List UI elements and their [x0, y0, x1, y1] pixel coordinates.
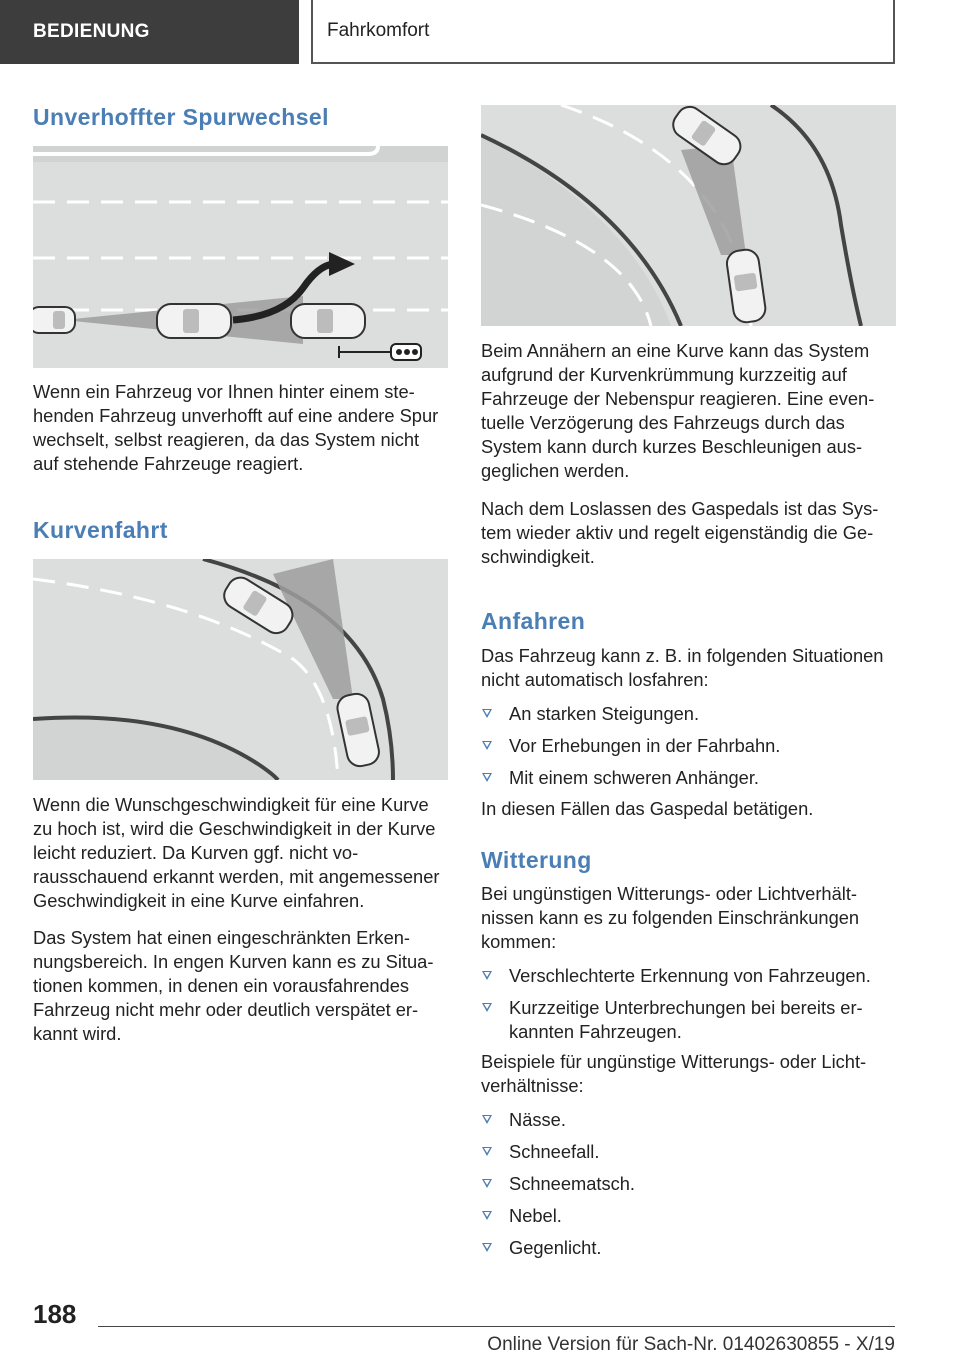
illustration-lane-change — [33, 146, 448, 368]
heading-witterung: Witterung — [481, 847, 592, 873]
list-item: Verschlechterte Erkennung von Fahrzeugen. — [481, 964, 896, 988]
bullet-triangle-icon — [482, 1211, 492, 1220]
paragraph-beispiele: Beispiele für ungünstige Witterungs- oder Lichtverhältnisse: — [481, 1051, 867, 1096]
list-item: An starken Steigungen. — [481, 702, 896, 726]
section-label: BEDIENUNG — [33, 21, 150, 42]
bullet-triangle-icon — [482, 1147, 492, 1156]
list-witterung-einschraenkungen — [481, 964, 896, 1044]
illustration-curve-adjacent-lane — [481, 105, 896, 326]
bullet-triangle-icon — [482, 971, 492, 980]
paragraph-accelerator-release: Nach dem Loslassen des Gaspedals ist das System wieder aktiv und regelt eigenständig die Geschwindigkeit. — [481, 498, 879, 567]
list-witterung-beispiele — [481, 1108, 896, 1260]
paragraph-lane-change: Wenn ein Fahrzeug vor Ihnen hinter einem stehenden Fahrzeug unverhofft auf eine andere Spur wechselt, selbst reagieren, da das System nicht auf stehende Fahrzeuge reagiert. — [33, 381, 439, 474]
list-item: Nebel. — [481, 1204, 896, 1228]
list-item: Nässe. — [481, 1108, 896, 1132]
paragraph-curve-adjacent-lane: Beim Annähern an eine Kurve kann das System aufgrund der Kurvenkrümmung kurzzeitig auf Fahrzeuge der Nebenspur reagieren. Eine eventuelle Verzögerung des Fahrzeugs durch das System kann durch kurzes Beschleunigen ausgeglichen werden. — [481, 340, 875, 481]
list-item: Schneefall. — [481, 1140, 896, 1164]
bullet-triangle-icon — [482, 1243, 492, 1252]
footer-divider — [98, 1326, 895, 1327]
bullet-triangle-icon — [482, 1179, 492, 1188]
list-item: Gegenlicht. — [481, 1236, 896, 1260]
list-item: Kurzzeitige Unterbrechungen bei bereits erkannten Fahrzeugen. — [481, 996, 896, 1044]
chapter-header — [311, 0, 895, 64]
bullet-triangle-icon — [482, 1115, 492, 1124]
bullet-triangle-icon — [482, 741, 492, 750]
paragraph-witterung: Bei ungünstigen Witterungs- oder Lichtverhältnissen kann es zu folgenden Einschränkungen kommen: — [481, 883, 860, 952]
paragraph-curve-speed: Wenn die Wunschgeschwindigkeit für eine Kurve zu hoch ist, wird die Geschwindigkeit in der Kurve leicht reduziert. Da Kurven ggf. nicht vorausschauend erkannt werden, mit angemessener Geschwindigkeit in eine Kurve einfahren. — [33, 794, 440, 911]
list-anfahren — [481, 702, 896, 790]
paragraph-anfahren: Das Fahrzeug kann z. B. in folgenden Situationen nicht automatisch losfahren: — [481, 645, 884, 690]
online-version-note: Online Version für Sach-Nr. 01402630855 - X/19 — [487, 1334, 895, 1355]
bullet-triangle-icon — [482, 773, 492, 782]
page-number: 188 — [33, 1299, 77, 1329]
paragraph-gaspedal: In diesen Fällen das Gaspedal betätigen. — [481, 798, 814, 819]
list-item: Schneematsch. — [481, 1172, 896, 1196]
bullet-triangle-icon — [482, 1003, 492, 1012]
illustration-curve-driving — [33, 559, 448, 780]
chapter-label: Fahrkomfort — [327, 20, 430, 41]
list-item: Mit einem schweren Anhänger. — [481, 766, 896, 790]
heading-anfahren: Anfahren — [481, 608, 586, 634]
list-item: Vor Erhebungen in der Fahrbahn. — [481, 734, 896, 758]
paragraph-detection-range: Das System hat einen eingeschränkten Erkennungsbereich. In engen Kurven kann es zu Situationen kommen, in denen ein vorausfahrendes Fahrzeug nicht mehr oder deutlich verspätet erkannt wird. — [33, 927, 434, 1044]
heading-unverhoffter-spurwechsel: Unverhoffter Spurwechsel — [33, 104, 329, 130]
heading-kurvenfahrt: Kurvenfahrt — [33, 517, 168, 543]
section-tab — [0, 0, 299, 64]
bullet-triangle-icon — [482, 709, 492, 718]
